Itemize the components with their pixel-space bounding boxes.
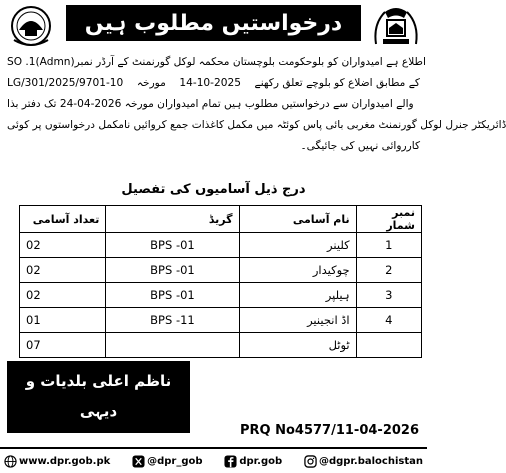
cell-count: 02 (20, 283, 106, 308)
cell-serial: 1 (356, 233, 421, 258)
facebook-text: dpr.gob (239, 455, 283, 467)
government-of-balochistan-emblem-icon (371, 4, 421, 48)
cell-count: 01 (20, 308, 106, 333)
table-header-row (20, 206, 422, 233)
cell-empty (356, 333, 421, 358)
footer-bar (0, 447, 427, 473)
table-row (20, 233, 422, 258)
table-heading: درج ذیل آسامیوں کی تفصیل (121, 182, 306, 197)
header-count: تعداد آسامی (20, 206, 106, 233)
table-row (20, 258, 422, 283)
twitter-text: @dpr_gob (147, 455, 203, 467)
globe-icon (4, 455, 17, 468)
notice-line-4 (7, 115, 506, 136)
cell-grade: BPS -01 (106, 233, 239, 258)
signature-line-1: ناظم اعلی بلدیات و دیہی (25, 372, 172, 420)
table-row (20, 283, 422, 308)
twitter-link[interactable] (132, 455, 202, 468)
instagram-link[interactable] (304, 455, 423, 468)
x-twitter-icon (132, 455, 145, 468)
cell-serial: 4 (356, 308, 421, 333)
title-banner (66, 5, 361, 41)
website-text: www.dpr.gob.pk (19, 455, 111, 467)
notice-line-1 (7, 52, 426, 73)
cell-empty (106, 333, 239, 358)
cell-count: 02 (20, 258, 106, 283)
posts-table (19, 205, 422, 358)
cell-grade: BPS -01 (106, 283, 239, 308)
facebook-icon (224, 455, 237, 468)
cell-count: 02 (20, 233, 106, 258)
header-serial: نمبر شمار (356, 206, 421, 233)
total-value: 07 (20, 333, 106, 358)
cell-serial: 3 (356, 283, 421, 308)
total-label: ٹوٹل (239, 333, 356, 358)
notice-paragraph (7, 52, 506, 157)
order-date: 14-10-2025 (179, 77, 241, 89)
table-row (20, 308, 422, 333)
notice-line-2 (7, 73, 420, 94)
notice-text: کارروائی نہیں کی جائیگی۔ (300, 140, 420, 152)
local-government-emblem-icon (6, 4, 56, 48)
header-grade: گریڈ (106, 206, 239, 233)
cell-post: اڈ انجینیر (239, 308, 356, 333)
instagram-icon (304, 455, 317, 468)
cell-post: ہیلپر (239, 283, 356, 308)
table-total-row (20, 333, 422, 358)
notice-text: کے مطابق اضلاع کو بلوچے تعلق رکھنے (254, 77, 420, 89)
order-reference: LG/301/2025/9701-10 (7, 77, 124, 89)
notice-line-5 (7, 136, 420, 157)
deadline-date: 24-04-2026 (59, 98, 122, 110)
notice-text: تک دفتر بذا (7, 98, 57, 110)
cell-post: چوکیدار (239, 258, 356, 283)
cell-grade: BPS -01 (106, 258, 239, 283)
website-link[interactable] (4, 455, 110, 468)
notice-text: اطلاع ہے امیدواران کو بلوحکومت بلوچستان محکمہ لوکل گورنمنٹ کے آرڈر نمبر (74, 56, 426, 68)
cell-grade: BPS -11 (106, 308, 239, 333)
prq-number: PRQ No4577/11-04-2026 (239, 423, 419, 438)
cell-post: کلینر (239, 233, 356, 258)
signature-block (7, 361, 190, 450)
notice-text: والے امیدواران سے درخواستیں مطلوب ہیں تمام امیدواران مورخہ (124, 98, 414, 110)
page-title: درخواستیں مطلوب ہیں (84, 10, 343, 36)
cell-serial: 2 (356, 258, 421, 283)
instagram-text: @dgpr.balochistan (318, 455, 423, 467)
notice-line-3 (7, 94, 420, 115)
header-post: نام آسامی (239, 206, 356, 233)
notice-text: مورخہ (136, 77, 166, 89)
order-code: SO .1(Admn) (7, 56, 75, 68)
signature-line-2: ترقی بلوچستان کوئٹہ (18, 432, 179, 450)
facebook-link[interactable] (224, 455, 282, 468)
notice-text: ڈائریکٹر جنرل لوکل گورنمنٹ مغربی بائی پاس کوئٹہ میں مکمل کاغذات جمع کروائیں نامکمل درخواستوں پر کوئی (7, 119, 506, 131)
